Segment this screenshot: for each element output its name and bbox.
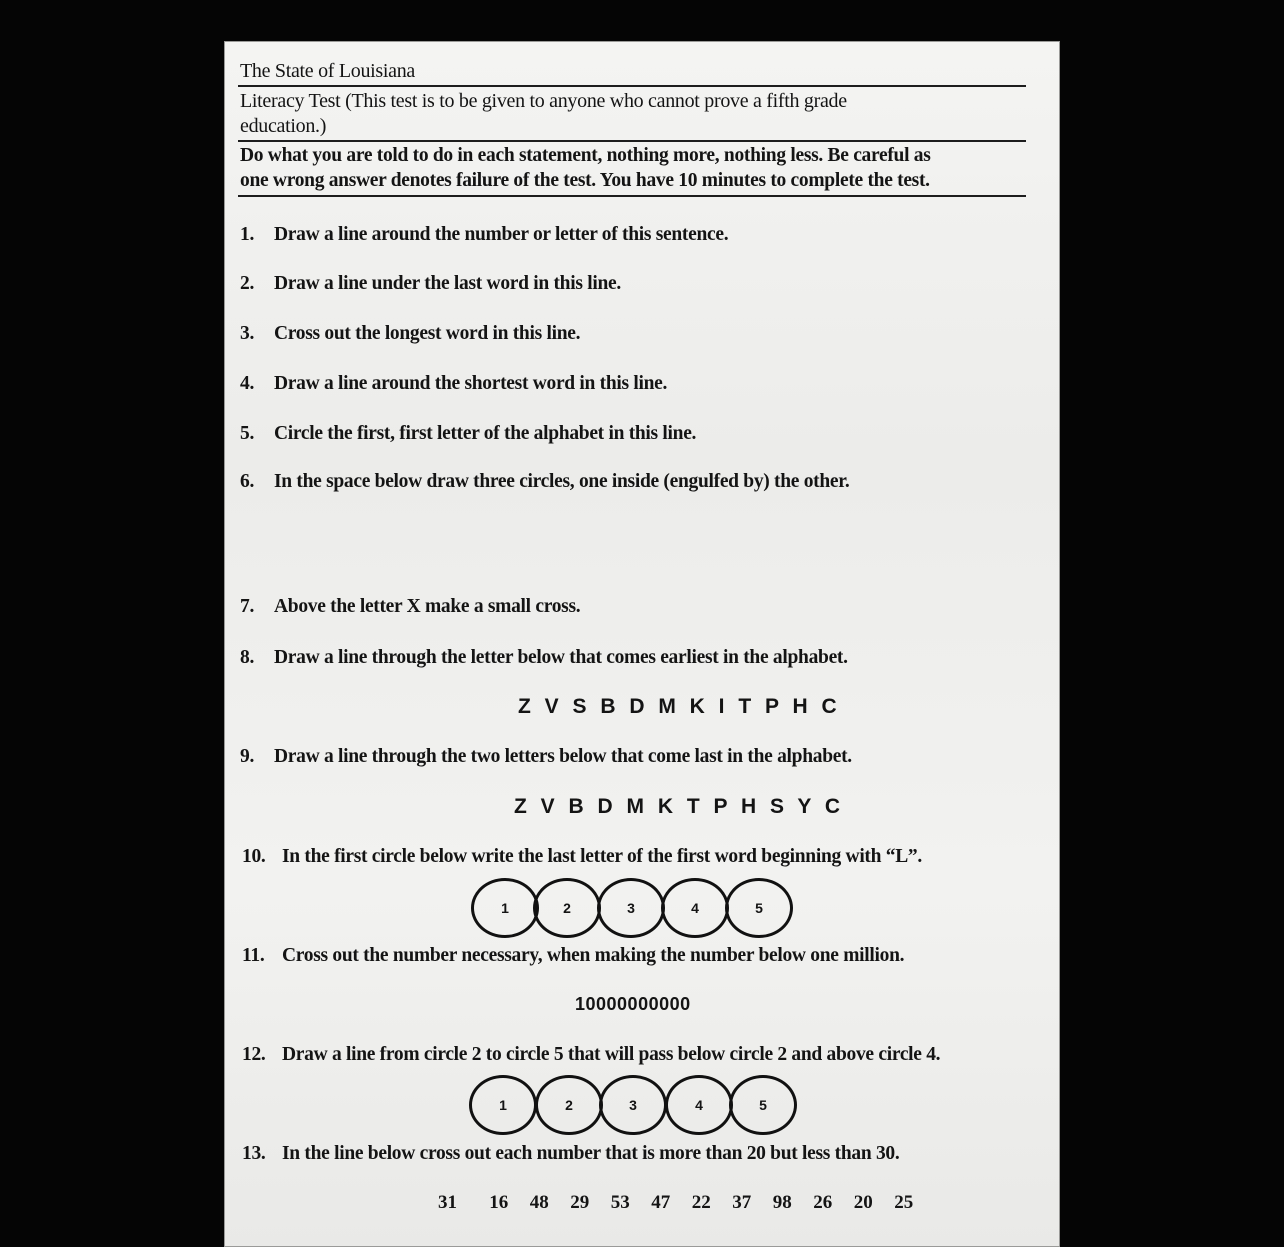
question-number: 11. — [242, 945, 265, 966]
numbers-q13: 31 16 48 29 53 47 22 37 98 26 20 25 — [438, 1192, 914, 1213]
circle-5: 5 — [725, 878, 793, 938]
question-number: 6. — [240, 471, 255, 492]
circle-5: 5 — [729, 1075, 797, 1135]
question-number: 7. — [240, 596, 255, 617]
question-text: Cross out the longest word in this line. — [274, 323, 581, 344]
question-text: Draw a line through the letter below that comes earliest in the alphabet. — [274, 647, 848, 668]
header-rule-2 — [238, 140, 1026, 142]
test-title-line-1: Literacy Test (This test is to be given to anyone who cannot prove a fifth grade — [240, 90, 847, 112]
question-1 — [240, 223, 728, 247]
question-2 — [240, 272, 621, 296]
question-text: Above the letter X make a small cross. — [274, 596, 581, 617]
question-text: Draw a line around the number or letter of this sentence. — [274, 224, 729, 245]
question-text: Draw a line around the shortest word in this line. — [274, 373, 668, 394]
instructions-line-1: Do what you are told to do in each statement, nothing more, nothing less. Be careful as — [240, 145, 931, 166]
question-text: Draw a line under the last word in this line. — [274, 273, 621, 294]
question-text: Draw a line through the two letters below that come last in the alphabet. — [274, 746, 852, 767]
question-8 — [240, 646, 848, 670]
question-number: 12. — [242, 1044, 266, 1065]
letters-q9: Z V B D M K T P H S Y C — [514, 795, 845, 818]
circle-3: 3 — [597, 878, 665, 938]
question-text: In the line below cross out each number that is more than 20 but less than 30. — [282, 1143, 900, 1164]
question-number: 4. — [240, 373, 255, 394]
circle-4: 4 — [665, 1075, 733, 1135]
question-12 — [242, 1043, 940, 1067]
question-number: 1. — [240, 224, 255, 245]
header-rule-3 — [238, 195, 1026, 197]
question-text: Draw a line from circle 2 to circle 5 that will pass below circle 2 and above circle 4. — [282, 1044, 941, 1065]
question-number: 9. — [240, 746, 255, 767]
question-text: In the space below draw three circles, one inside (engulfed by) the other. — [274, 471, 850, 492]
instructions-line-2: one wrong answer denotes failure of the test. You have 10 minutes to complete the test. — [240, 170, 930, 191]
question-4 — [240, 372, 667, 396]
circle-3: 3 — [599, 1075, 667, 1135]
question-3 — [240, 322, 580, 346]
question-number: 10. — [242, 846, 266, 867]
question-6 — [240, 470, 849, 494]
question-number: 8. — [240, 647, 255, 668]
circle-1: 1 — [471, 878, 539, 938]
question-11 — [242, 944, 904, 968]
question-number: 5. — [240, 423, 255, 444]
question-number: 13. — [242, 1143, 266, 1164]
circle-1: 1 — [469, 1075, 537, 1135]
circle-2: 2 — [535, 1075, 603, 1135]
question-10 — [242, 845, 922, 869]
state-heading: The State of Louisiana — [240, 60, 416, 82]
question-number: 2. — [240, 273, 255, 294]
question-text: Circle the first, first letter of the alphabet in this line. — [274, 423, 697, 444]
circle-2: 2 — [533, 878, 601, 938]
header-rule-1 — [238, 85, 1026, 87]
question-7 — [240, 595, 580, 619]
number-q11: 10000000000 — [575, 994, 691, 1014]
question-number: 3. — [240, 323, 255, 344]
literacy-test-page — [224, 41, 1060, 1247]
question-5 — [240, 422, 696, 446]
question-text: In the first circle below write the last letter of the first word beginning with “L”. — [282, 846, 922, 867]
question-9 — [240, 745, 852, 769]
circle-4: 4 — [661, 878, 729, 938]
question-text: Cross out the number necessary, when making the number below one million. — [282, 945, 905, 966]
question-13 — [242, 1142, 899, 1166]
test-title-line-2: education.) — [240, 115, 327, 137]
letters-q8: Z V S B D M K I T P H C — [518, 695, 841, 718]
